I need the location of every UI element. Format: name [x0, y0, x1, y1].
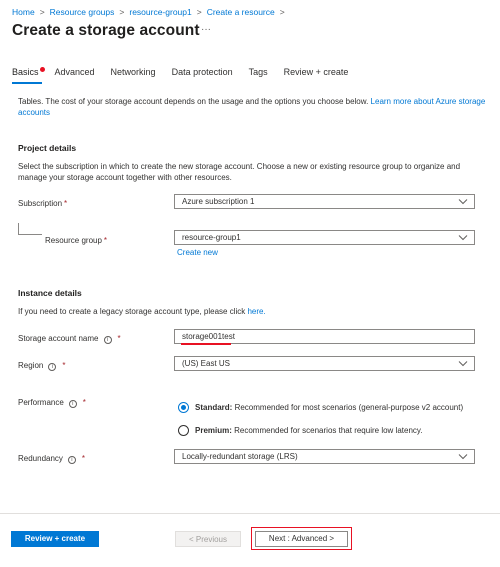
highlight-underline: [181, 343, 231, 345]
info-icon[interactable]: i: [68, 456, 76, 464]
review-create-button[interactable]: Review + create: [11, 531, 99, 547]
standard-description: Recommended for most scenarios (general-purpose v2 account): [232, 403, 464, 412]
breadcrumb-separator: >: [39, 7, 45, 17]
performance-standard-option: [195, 403, 463, 412]
subscription-value: Azure subscription 1: [182, 197, 255, 206]
resource-group-label-text: Resource group: [45, 236, 102, 245]
region-select[interactable]: [174, 356, 475, 371]
resource-group-value: resource-group1: [182, 233, 241, 242]
storage-account-name-label-text: Storage account name: [18, 334, 99, 343]
required-marker: *: [64, 199, 68, 208]
chevron-down-icon: [458, 451, 468, 462]
premium-label: Premium:: [195, 426, 232, 435]
standard-label: Standard:: [195, 403, 233, 412]
performance-premium-radio[interactable]: [178, 425, 189, 436]
tab-networking[interactable]: Networking: [110, 67, 156, 77]
next-advanced-button[interactable]: Next : Advanced >: [255, 531, 348, 547]
chevron-down-icon: [458, 358, 468, 369]
breadcrumb-resource-group[interactable]: resource-group1: [129, 7, 192, 17]
region-label-text: Region: [18, 361, 44, 370]
storage-account-name-value: storage001test: [182, 332, 235, 341]
info-icon[interactable]: i: [104, 336, 112, 344]
performance-label: [18, 398, 86, 408]
breadcrumb-separator: >: [279, 7, 285, 17]
breadcrumb-separator: >: [119, 7, 125, 17]
tab-basics[interactable]: Basics: [12, 67, 39, 77]
project-details-heading: Project details: [18, 143, 77, 153]
tree-connector: [18, 223, 19, 234]
performance-standard-radio[interactable]: [178, 402, 189, 413]
footer-divider: [0, 513, 500, 514]
breadcrumb-separator: >: [196, 7, 202, 17]
redundancy-value: Locally-redundant storage (LRS): [182, 452, 298, 461]
required-marker: *: [103, 236, 108, 245]
tab-review-create[interactable]: Review + create: [283, 67, 349, 77]
subscription-label: [18, 199, 67, 208]
legacy-description: If you need to create a legacy storage account type, please click: [18, 307, 248, 316]
required-marker: *: [81, 454, 86, 463]
tab-tags[interactable]: Tags: [248, 67, 268, 77]
region-value: (US) East US: [182, 359, 231, 368]
tab-data-protection[interactable]: Data protection: [171, 67, 233, 77]
learn-more-link[interactable]: Learn more about Azure storage accounts: [18, 97, 486, 117]
info-icon[interactable]: i: [48, 363, 56, 371]
premium-description: Recommended for scenarios that require low latency.: [231, 426, 423, 435]
tab-bar: [12, 67, 364, 77]
info-icon[interactable]: i: [69, 400, 77, 408]
intro-text: [18, 96, 488, 118]
previous-button[interactable]: < Previous: [175, 531, 241, 547]
redundancy-label: [18, 454, 85, 464]
region-label: [18, 361, 65, 371]
tab-advanced[interactable]: Advanced: [54, 67, 95, 77]
breadcrumb-resource-groups[interactable]: Resource groups: [49, 7, 115, 17]
performance-premium-option: [195, 426, 423, 435]
resource-group-select[interactable]: [174, 230, 475, 245]
active-tab-indicator: [12, 82, 42, 84]
legacy-here-link[interactable]: here.: [247, 307, 266, 316]
legacy-text: [18, 306, 266, 317]
subscription-select[interactable]: [174, 194, 475, 209]
performance-label-text: Performance: [18, 398, 64, 407]
instance-details-heading: Instance details: [18, 288, 82, 298]
required-marker: *: [82, 398, 86, 407]
required-marker: *: [62, 361, 66, 370]
breadcrumb-create-resource[interactable]: Create a resource: [206, 7, 275, 17]
breadcrumb: [12, 7, 290, 17]
breadcrumb-home[interactable]: Home: [12, 7, 35, 17]
create-new-link[interactable]: Create new: [177, 248, 218, 257]
chevron-down-icon: [458, 232, 468, 243]
storage-account-name-input[interactable]: [174, 329, 475, 344]
redundancy-label-text: Redundancy: [18, 454, 63, 463]
intro-description: Tables. The cost of your storage account depends on the usage and the options you choose below.: [18, 97, 371, 106]
required-marker: *: [117, 334, 121, 343]
storage-account-name-label: [18, 334, 121, 344]
tree-connector: [18, 234, 42, 235]
resource-group-label: [45, 236, 107, 245]
page-title: Create a storage account: [12, 22, 200, 39]
project-details-description: Select the subscription in which to create the new storage account. Choose a new or existing resource group to organize and manage your storage account together with other resources.: [18, 162, 461, 182]
redundancy-select[interactable]: [174, 449, 475, 464]
validation-error-dot: [40, 67, 45, 72]
chevron-down-icon: [458, 196, 468, 207]
subscription-label-text: Subscription: [18, 199, 63, 208]
more-options-button[interactable]: ···: [201, 24, 211, 35]
